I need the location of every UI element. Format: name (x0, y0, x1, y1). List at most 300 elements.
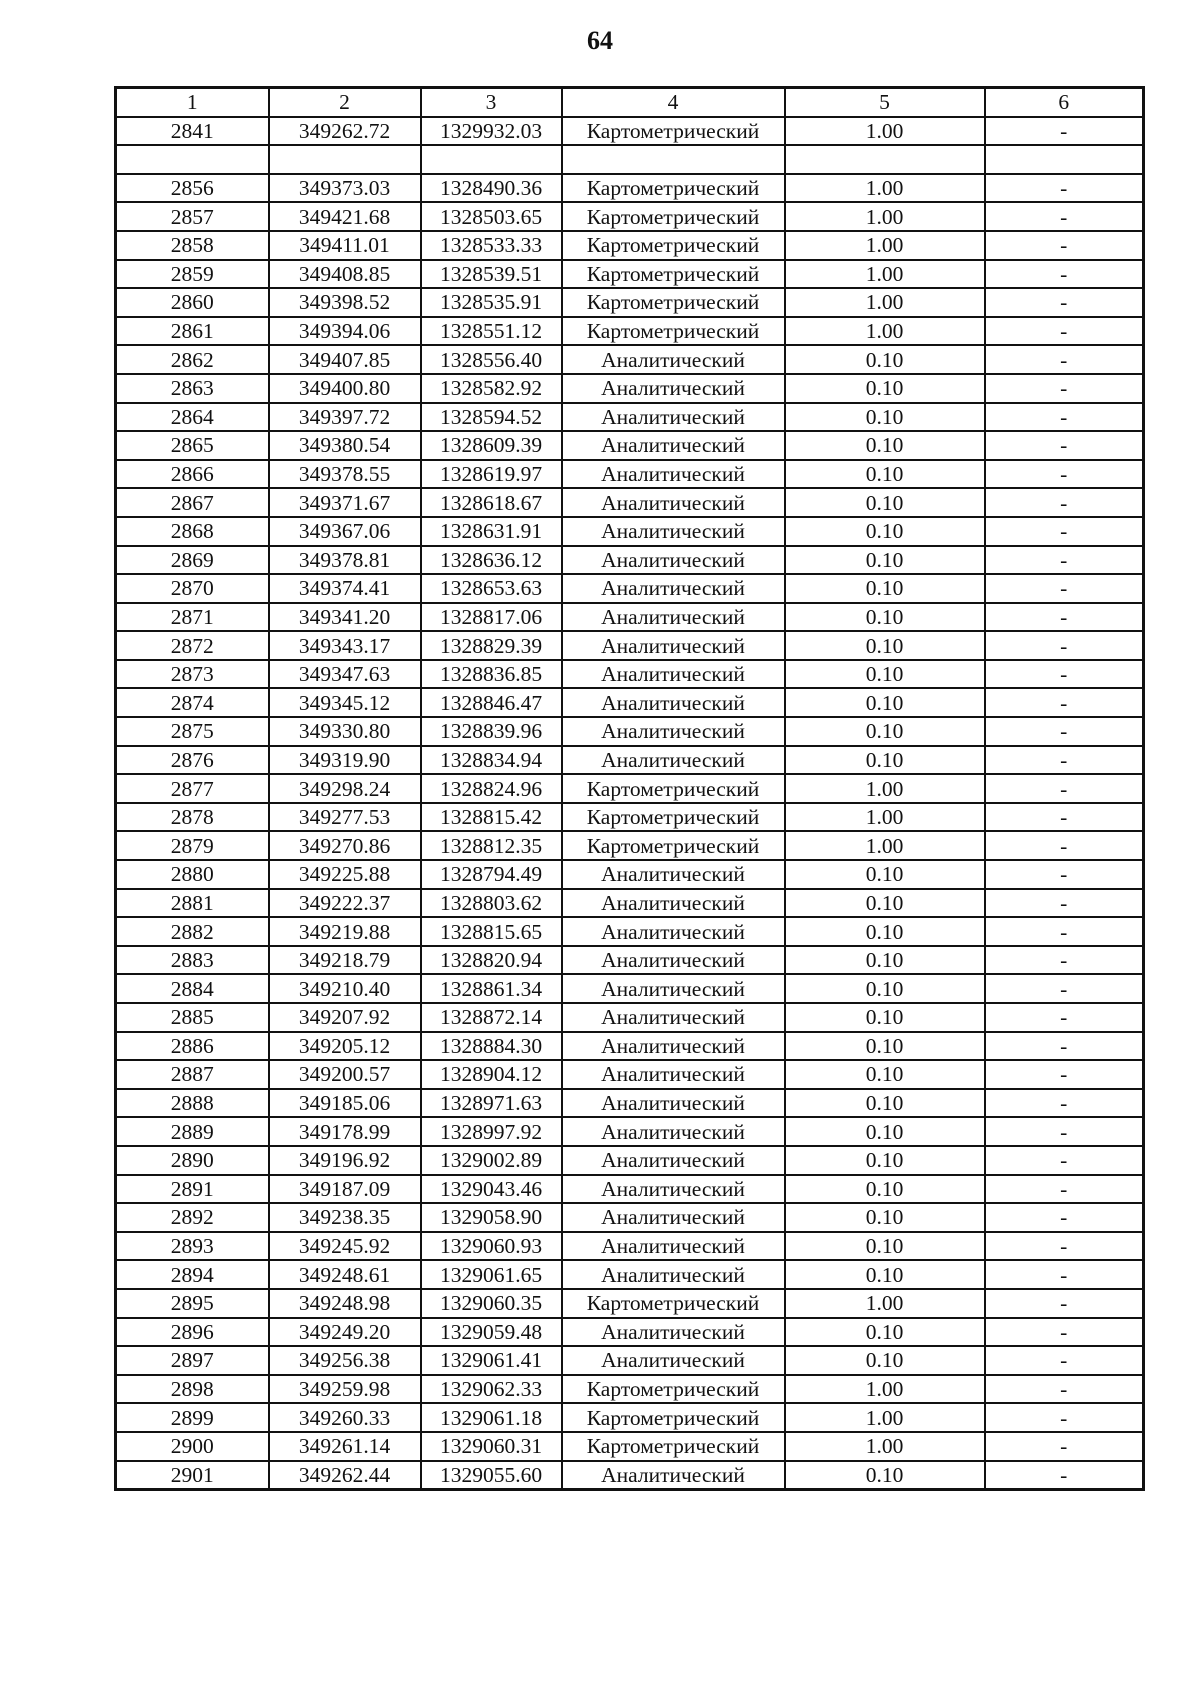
cell-y-coordinate: 1328971.63 (421, 1089, 562, 1118)
cell-method: Аналитический (562, 517, 785, 546)
table-row (116, 860, 1144, 889)
cell-x-coordinate: 349219.88 (269, 917, 421, 946)
cell-y-coordinate: 1328997.92 (421, 1117, 562, 1146)
cell-method: Аналитический (562, 431, 785, 460)
cell-method: Аналитический (562, 1260, 785, 1289)
cell-point-number: 2878 (116, 803, 269, 832)
table-row (116, 403, 1144, 432)
table-row (116, 1003, 1144, 1032)
table-body (116, 117, 1144, 1490)
cell-point-number: 2881 (116, 889, 269, 918)
cell-note: - (985, 374, 1144, 403)
cell-x-coordinate: 349397.72 (269, 403, 421, 432)
cell-note: - (985, 688, 1144, 717)
cell-point-number (116, 145, 269, 174)
cell-point-number: 2860 (116, 288, 269, 317)
cell-x-coordinate: 349262.72 (269, 117, 421, 146)
cell-method: Картометрический (562, 1403, 785, 1432)
cell-accuracy: 0.10 (785, 517, 985, 546)
cell-y-coordinate: 1329060.31 (421, 1432, 562, 1461)
cell-y-coordinate: 1328839.96 (421, 717, 562, 746)
cell-accuracy: 0.10 (785, 1146, 985, 1175)
cell-method: Аналитический (562, 946, 785, 975)
cell-accuracy: 1.00 (785, 774, 985, 803)
cell-y-coordinate: 1328834.94 (421, 746, 562, 775)
cell-x-coordinate: 349259.98 (269, 1375, 421, 1404)
table-row (116, 546, 1144, 575)
cell-accuracy: 0.10 (785, 1318, 985, 1347)
table-row (116, 1117, 1144, 1146)
table-header-row (116, 88, 1144, 117)
cell-method: Картометрический (562, 1289, 785, 1318)
cell-y-coordinate: 1328904.12 (421, 1060, 562, 1089)
table-row (116, 345, 1144, 374)
cell-note: - (985, 1089, 1144, 1118)
cell-accuracy: 0.10 (785, 1060, 985, 1089)
cell-note: - (985, 1003, 1144, 1032)
cell-note: - (985, 660, 1144, 689)
page-number: 64 (587, 26, 613, 55)
cell-accuracy: 1.00 (785, 317, 985, 346)
column-header-x-coordinate: 2 (269, 88, 421, 117)
table-row (116, 288, 1144, 317)
cell-method: Картометрический (562, 803, 785, 832)
table-row (116, 1260, 1144, 1289)
table-row (116, 1203, 1144, 1232)
cell-x-coordinate: 349210.40 (269, 974, 421, 1003)
cell-y-coordinate: 1329058.90 (421, 1203, 562, 1232)
table-row (116, 1175, 1144, 1204)
cell-x-coordinate: 349371.67 (269, 488, 421, 517)
table-row (116, 803, 1144, 832)
cell-note: - (985, 1432, 1144, 1461)
cell-y-coordinate: 1328631.91 (421, 517, 562, 546)
cell-x-coordinate: 349205.12 (269, 1032, 421, 1061)
cell-x-coordinate: 349380.54 (269, 431, 421, 460)
column-header-note: 6 (985, 88, 1144, 117)
cell-accuracy: 0.10 (785, 631, 985, 660)
coordinates-table (114, 86, 1145, 1491)
cell-y-coordinate: 1328636.12 (421, 546, 562, 575)
cell-accuracy: 0.10 (785, 917, 985, 946)
cell-method: Аналитический (562, 860, 785, 889)
cell-note: - (985, 1175, 1144, 1204)
table-row (116, 460, 1144, 489)
cell-point-number: 2872 (116, 631, 269, 660)
cell-note: - (985, 917, 1144, 946)
cell-note: - (985, 317, 1144, 346)
cell-point-number: 2895 (116, 1289, 269, 1318)
cell-method: Аналитический (562, 917, 785, 946)
cell-note: - (985, 1461, 1144, 1490)
cell-point-number: 2891 (116, 1175, 269, 1204)
cell-y-coordinate: 1328815.65 (421, 917, 562, 946)
cell-point-number: 2861 (116, 317, 269, 346)
cell-note (985, 145, 1144, 174)
table-row (116, 660, 1144, 689)
cell-x-coordinate: 349408.85 (269, 260, 421, 289)
cell-point-number: 2894 (116, 1260, 269, 1289)
table-row (116, 517, 1144, 546)
cell-y-coordinate: 1328653.63 (421, 574, 562, 603)
table-row (116, 231, 1144, 260)
cell-y-coordinate: 1328594.52 (421, 403, 562, 432)
cell-y-coordinate: 1328533.33 (421, 231, 562, 260)
cell-point-number: 2841 (116, 117, 269, 146)
column-header-y-coordinate: 3 (421, 88, 562, 117)
table-row (116, 1146, 1144, 1175)
cell-x-coordinate: 349187.09 (269, 1175, 421, 1204)
table-row (116, 1060, 1144, 1089)
cell-accuracy: 0.10 (785, 574, 985, 603)
cell-point-number: 2897 (116, 1346, 269, 1375)
cell-x-coordinate: 349400.80 (269, 374, 421, 403)
cell-y-coordinate: 1329060.93 (421, 1232, 562, 1261)
cell-x-coordinate: 349343.17 (269, 631, 421, 660)
cell-accuracy: 0.10 (785, 1260, 985, 1289)
cell-method: Картометрический (562, 774, 785, 803)
cell-accuracy: 0.10 (785, 345, 985, 374)
cell-point-number: 2877 (116, 774, 269, 803)
cell-y-coordinate: 1328820.94 (421, 946, 562, 975)
cell-y-coordinate: 1328490.36 (421, 174, 562, 203)
cell-x-coordinate: 349398.52 (269, 288, 421, 317)
cell-point-number: 2885 (116, 1003, 269, 1032)
cell-y-coordinate: 1329932.03 (421, 117, 562, 146)
cell-x-coordinate: 349394.06 (269, 317, 421, 346)
cell-y-coordinate: 1329002.89 (421, 1146, 562, 1175)
cell-y-coordinate (421, 145, 562, 174)
table-row (116, 831, 1144, 860)
cell-method: Аналитический (562, 1003, 785, 1032)
table-row (116, 1432, 1144, 1461)
cell-note: - (985, 1203, 1144, 1232)
cell-point-number: 2888 (116, 1089, 269, 1118)
cell-y-coordinate: 1329043.46 (421, 1175, 562, 1204)
cell-note: - (985, 1289, 1144, 1318)
cell-y-coordinate: 1328829.39 (421, 631, 562, 660)
cell-accuracy: 0.10 (785, 1032, 985, 1061)
table-row (116, 145, 1144, 174)
cell-method: Аналитический (562, 1346, 785, 1375)
cell-method (562, 145, 785, 174)
cell-method: Аналитический (562, 1175, 785, 1204)
cell-x-coordinate: 349330.80 (269, 717, 421, 746)
cell-point-number: 2879 (116, 831, 269, 860)
cell-note: - (985, 631, 1144, 660)
cell-y-coordinate: 1328503.65 (421, 202, 562, 231)
cell-note: - (985, 1117, 1144, 1146)
cell-y-coordinate: 1328812.35 (421, 831, 562, 860)
cell-y-coordinate: 1328619.97 (421, 460, 562, 489)
cell-x-coordinate: 349178.99 (269, 1117, 421, 1146)
cell-method: Аналитический (562, 660, 785, 689)
cell-method: Картометрический (562, 1375, 785, 1404)
cell-point-number: 2886 (116, 1032, 269, 1061)
cell-x-coordinate: 349248.98 (269, 1289, 421, 1318)
cell-note: - (985, 860, 1144, 889)
cell-x-coordinate: 349256.38 (269, 1346, 421, 1375)
cell-method: Аналитический (562, 403, 785, 432)
cell-y-coordinate: 1328556.40 (421, 345, 562, 374)
table-row (116, 1375, 1144, 1404)
cell-method: Аналитический (562, 1146, 785, 1175)
cell-accuracy: 0.10 (785, 1117, 985, 1146)
table-row (116, 1346, 1144, 1375)
cell-point-number: 2889 (116, 1117, 269, 1146)
cell-point-number: 2890 (116, 1146, 269, 1175)
cell-accuracy: 0.10 (785, 746, 985, 775)
cell-y-coordinate: 1328817.06 (421, 603, 562, 632)
cell-note: - (985, 774, 1144, 803)
cell-point-number: 2882 (116, 917, 269, 946)
cell-method: Картометрический (562, 202, 785, 231)
cell-x-coordinate: 349407.85 (269, 345, 421, 374)
cell-x-coordinate: 349319.90 (269, 746, 421, 775)
cell-point-number: 2896 (116, 1318, 269, 1347)
cell-accuracy: 1.00 (785, 288, 985, 317)
cell-note: - (985, 746, 1144, 775)
cell-x-coordinate: 349238.35 (269, 1203, 421, 1232)
cell-point-number: 2892 (116, 1203, 269, 1232)
cell-point-number: 2856 (116, 174, 269, 203)
cell-method: Аналитический (562, 603, 785, 632)
cell-x-coordinate: 349411.01 (269, 231, 421, 260)
cell-point-number: 2893 (116, 1232, 269, 1261)
cell-method: Картометрический (562, 1432, 785, 1461)
column-header-method: 4 (562, 88, 785, 117)
cell-accuracy: 0.10 (785, 1346, 985, 1375)
cell-y-coordinate: 1329060.35 (421, 1289, 562, 1318)
cell-x-coordinate: 349222.37 (269, 889, 421, 918)
cell-x-coordinate: 349345.12 (269, 688, 421, 717)
cell-point-number: 2876 (116, 746, 269, 775)
cell-y-coordinate: 1329061.41 (421, 1346, 562, 1375)
cell-point-number: 2887 (116, 1060, 269, 1089)
cell-note: - (985, 260, 1144, 289)
cell-note: - (985, 345, 1144, 374)
cell-point-number: 2863 (116, 374, 269, 403)
cell-note: - (985, 174, 1144, 203)
cell-point-number: 2865 (116, 431, 269, 460)
cell-x-coordinate (269, 145, 421, 174)
cell-x-coordinate: 349421.68 (269, 202, 421, 231)
cell-y-coordinate: 1328846.47 (421, 688, 562, 717)
cell-method: Аналитический (562, 1117, 785, 1146)
cell-x-coordinate: 349185.06 (269, 1089, 421, 1118)
cell-point-number: 2858 (116, 231, 269, 260)
cell-x-coordinate: 349373.03 (269, 174, 421, 203)
table-row (116, 1461, 1144, 1490)
cell-y-coordinate: 1328582.92 (421, 374, 562, 403)
cell-point-number: 2866 (116, 460, 269, 489)
cell-note: - (985, 231, 1144, 260)
cell-note: - (985, 202, 1144, 231)
cell-method: Аналитический (562, 717, 785, 746)
cell-point-number: 2862 (116, 345, 269, 374)
cell-method: Аналитический (562, 1203, 785, 1232)
cell-y-coordinate: 1328539.51 (421, 260, 562, 289)
cell-accuracy: 0.10 (785, 403, 985, 432)
cell-x-coordinate: 349249.20 (269, 1318, 421, 1347)
table-row (116, 488, 1144, 517)
table-row (116, 946, 1144, 975)
cell-note: - (985, 1060, 1144, 1089)
cell-y-coordinate: 1329061.18 (421, 1403, 562, 1432)
cell-accuracy: 1.00 (785, 202, 985, 231)
table-row (116, 1403, 1144, 1432)
table-row (116, 717, 1144, 746)
table-row (116, 746, 1144, 775)
cell-note: - (985, 1375, 1144, 1404)
cell-note: - (985, 574, 1144, 603)
cell-note: - (985, 974, 1144, 1003)
cell-accuracy: 0.10 (785, 1175, 985, 1204)
cell-point-number: 2875 (116, 717, 269, 746)
cell-accuracy: 0.10 (785, 460, 985, 489)
cell-method: Аналитический (562, 345, 785, 374)
cell-note: - (985, 1232, 1144, 1261)
cell-x-coordinate: 349378.81 (269, 546, 421, 575)
cell-accuracy: 1.00 (785, 1403, 985, 1432)
cell-accuracy: 1.00 (785, 1432, 985, 1461)
cell-x-coordinate: 349341.20 (269, 603, 421, 632)
table-row (116, 260, 1144, 289)
cell-x-coordinate: 349270.86 (269, 831, 421, 860)
table-row (116, 1232, 1144, 1261)
table-row (116, 1289, 1144, 1318)
cell-accuracy: 0.10 (785, 688, 985, 717)
cell-note: - (985, 1318, 1144, 1347)
cell-point-number: 2880 (116, 860, 269, 889)
cell-note: - (985, 460, 1144, 489)
cell-y-coordinate: 1328609.39 (421, 431, 562, 460)
table-row (116, 174, 1144, 203)
cell-point-number: 2883 (116, 946, 269, 975)
cell-accuracy (785, 145, 985, 174)
cell-note: - (985, 403, 1144, 432)
cell-y-coordinate: 1328803.62 (421, 889, 562, 918)
table-row (116, 974, 1144, 1003)
cell-y-coordinate: 1328815.42 (421, 803, 562, 832)
table-row (116, 117, 1144, 146)
cell-method: Картометрический (562, 831, 785, 860)
cell-y-coordinate: 1328618.67 (421, 488, 562, 517)
cell-note: - (985, 431, 1144, 460)
cell-x-coordinate: 349378.55 (269, 460, 421, 489)
cell-x-coordinate: 349200.57 (269, 1060, 421, 1089)
cell-method: Аналитический (562, 889, 785, 918)
cell-accuracy: 0.10 (785, 1089, 985, 1118)
cell-method: Аналитический (562, 374, 785, 403)
table-row (116, 202, 1144, 231)
cell-x-coordinate: 349374.41 (269, 574, 421, 603)
cell-accuracy: 0.10 (785, 1003, 985, 1032)
cell-accuracy: 0.10 (785, 860, 985, 889)
cell-method: Аналитический (562, 746, 785, 775)
cell-method: Картометрический (562, 174, 785, 203)
cell-note: - (985, 831, 1144, 860)
cell-x-coordinate: 349260.33 (269, 1403, 421, 1432)
cell-note: - (985, 1146, 1144, 1175)
cell-y-coordinate: 1328836.85 (421, 660, 562, 689)
cell-point-number: 2898 (116, 1375, 269, 1404)
cell-note: - (985, 1403, 1144, 1432)
cell-point-number: 2870 (116, 574, 269, 603)
cell-accuracy: 1.00 (785, 831, 985, 860)
cell-x-coordinate: 349245.92 (269, 1232, 421, 1261)
cell-accuracy: 0.10 (785, 374, 985, 403)
cell-x-coordinate: 349218.79 (269, 946, 421, 975)
cell-note: - (985, 717, 1144, 746)
cell-x-coordinate: 349261.14 (269, 1432, 421, 1461)
table-row (116, 631, 1144, 660)
table-row (116, 1089, 1144, 1118)
cell-method: Аналитический (562, 1318, 785, 1347)
cell-accuracy: 0.10 (785, 660, 985, 689)
table-row (116, 603, 1144, 632)
cell-method: Аналитический (562, 460, 785, 489)
table-row (116, 574, 1144, 603)
cell-y-coordinate: 1328535.91 (421, 288, 562, 317)
cell-x-coordinate: 349207.92 (269, 1003, 421, 1032)
cell-x-coordinate: 349367.06 (269, 517, 421, 546)
cell-method: Картометрический (562, 317, 785, 346)
cell-method: Картометрический (562, 288, 785, 317)
cell-note: - (985, 803, 1144, 832)
cell-method: Аналитический (562, 1461, 785, 1490)
cell-note: - (985, 1260, 1144, 1289)
table-row (116, 889, 1144, 918)
cell-note: - (985, 1346, 1144, 1375)
cell-method: Аналитический (562, 574, 785, 603)
cell-accuracy: 1.00 (785, 1289, 985, 1318)
cell-method: Картометрический (562, 117, 785, 146)
cell-accuracy: 0.10 (785, 1461, 985, 1490)
table-row (116, 317, 1144, 346)
cell-point-number: 2871 (116, 603, 269, 632)
cell-point-number: 2873 (116, 660, 269, 689)
cell-accuracy: 0.10 (785, 946, 985, 975)
cell-method: Аналитический (562, 1089, 785, 1118)
cell-method: Аналитический (562, 546, 785, 575)
cell-accuracy: 0.10 (785, 431, 985, 460)
cell-method: Аналитический (562, 688, 785, 717)
cell-method: Аналитический (562, 631, 785, 660)
cell-x-coordinate: 349248.61 (269, 1260, 421, 1289)
cell-method: Картометрический (562, 231, 785, 260)
cell-y-coordinate: 1328824.96 (421, 774, 562, 803)
cell-method: Аналитический (562, 1060, 785, 1089)
table-row (116, 1318, 1144, 1347)
cell-accuracy: 1.00 (785, 260, 985, 289)
cell-accuracy: 1.00 (785, 117, 985, 146)
cell-point-number: 2869 (116, 546, 269, 575)
cell-point-number: 2901 (116, 1461, 269, 1490)
column-header-point-number: 1 (116, 88, 269, 117)
table-row (116, 688, 1144, 717)
cell-point-number: 2868 (116, 517, 269, 546)
cell-x-coordinate: 349347.63 (269, 660, 421, 689)
cell-method: Аналитический (562, 974, 785, 1003)
cell-note: - (985, 288, 1144, 317)
cell-accuracy: 1.00 (785, 1375, 985, 1404)
table-row (116, 1032, 1144, 1061)
cell-method: Аналитический (562, 1232, 785, 1261)
cell-note: - (985, 117, 1144, 146)
cell-accuracy: 0.10 (785, 488, 985, 517)
cell-method: Аналитический (562, 1032, 785, 1061)
